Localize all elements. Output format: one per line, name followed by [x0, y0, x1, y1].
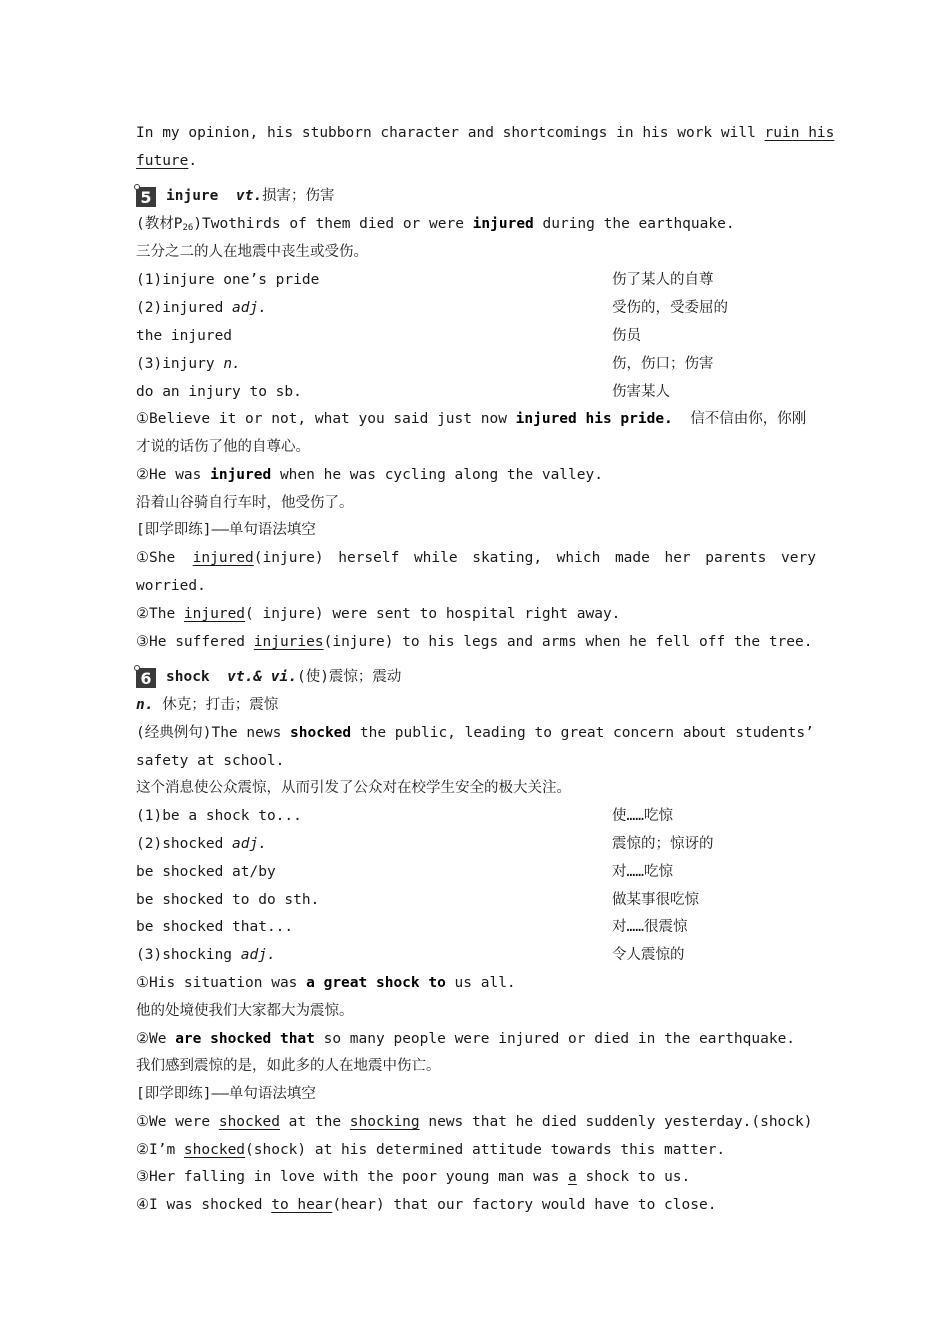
practice-title: [即学即练]——单句语法填空 — [136, 1086, 316, 1102]
part-of-speech: vt. — [235, 188, 263, 204]
intro-line-1: In my opinion, his stubborn character and shortcomings in his work will ruin his — [136, 125, 835, 141]
entry-5-sentence-1: ①Believe it or not, what you said just now injured his pride. 信不信由你，你刚 — [136, 411, 807, 427]
meaning: 损害；伤害 — [262, 188, 335, 204]
answer-underline: ruin his — [764, 125, 835, 141]
headword: shock — [166, 669, 210, 685]
phrase-row: (2)injured adj. 受伤的，受委屈的 — [136, 300, 728, 316]
answer-underline: injured — [192, 550, 254, 566]
entry-6-example-cont: safety at school. — [136, 753, 285, 769]
practice-item-4: ④I was shocked to hear(hear) that our factory would have to close. — [136, 1197, 717, 1213]
entry-5-heading — [136, 182, 816, 210]
answer-underline: injured — [183, 606, 246, 622]
practice-item-3: ③Her falling in love with the poor young man was a shock to us. — [136, 1169, 691, 1185]
phrase-row: be shocked that... 对……很震惊 — [136, 919, 688, 935]
entry-5-sentence-1-cont: 才说的话伤了他的自尊心。 — [136, 439, 310, 455]
answer-underline: shocking — [349, 1114, 420, 1130]
phrase-row: the injured 伤员 — [136, 328, 641, 344]
entry-6-example: (经典例句)The news shocked the public, leading to great concern about students’ — [136, 725, 814, 741]
entry-5-sentence-2: ②He was injured when he was cycling along the valley. — [136, 467, 603, 483]
phrase-row: be shocked to do sth. 做某事很吃惊 — [136, 892, 699, 908]
answer-underline: injuries — [253, 634, 324, 650]
phrase-row: (2)shocked adj. 震惊的；惊讶的 — [136, 836, 714, 852]
phrase-row: be shocked at/by 对……吃惊 — [136, 864, 673, 880]
headword: injure — [166, 188, 219, 204]
entry-6-sentence-1: ①His situation was a great shock to us all. — [136, 975, 516, 991]
entry-6-sentence-2: ②We are shocked that so many people were injured or died in the earthquake. — [136, 1031, 796, 1047]
answer-underline: future — [136, 153, 189, 169]
practice-item-2: ②I’m shocked(shock) at his determined attitude towards this matter. — [136, 1142, 726, 1158]
answer-underline: to hear — [271, 1197, 333, 1213]
answer-underline: shocked — [218, 1114, 280, 1130]
phrase-row: (1)injure one’s pride 伤了某人的自尊 — [136, 272, 714, 288]
answer-underline: a — [568, 1169, 577, 1185]
entry-6-example-translation: 这个消息使公众震惊，从而引发了公众对在校学生安全的极大关注。 — [136, 780, 571, 796]
meaning: (使)震惊；震动 — [296, 669, 402, 685]
entry-6-sentence-1-translation: 他的处境使我们大家都大为震惊。 — [136, 1003, 354, 1019]
practice-item-1: ①We were shocked at the shocking news that he died suddenly yesterday.(shock) — [136, 1114, 813, 1130]
practice-item-3: ③He suffered injuries(injure) to his legs and arms when he fell off the tree. — [136, 634, 813, 650]
phrase-row: (3)injury n. 伤，伤口；伤害 — [136, 356, 714, 372]
part-of-speech: vt.& vi. — [227, 669, 297, 685]
practice-item-1-cont: worried. — [136, 578, 206, 594]
practice-item-1: ①She injured(injure) herself while skating, which made her parents very — [136, 550, 816, 566]
entry-6-heading-noun: n. 休克；打击；震惊 — [136, 697, 279, 713]
entry-5-sentence-2-translation: 沿着山谷骑自行车时，他受伤了。 — [136, 495, 354, 511]
practice-title: [即学即练]——单句语法填空 — [136, 522, 316, 538]
entry-6-heading — [136, 663, 816, 691]
entry-number-badge: 5 — [136, 187, 156, 207]
entry-5-example: (教材$P_{26})Twothirds$ of them died or were injured during the earthquake. — [136, 216, 735, 233]
phrase-row: do an injury to sb. 伤害某人 — [136, 384, 670, 400]
practice-item-2: ②The injured( injure) were sent to hospital right away. — [136, 606, 621, 622]
entry-number-badge: 6 — [136, 668, 156, 688]
entry-5-example-translation: 三分之二的人在地震中丧生或受伤。 — [136, 244, 368, 260]
intro-line-2: future. — [136, 153, 198, 169]
answer-underline: shocked — [183, 1142, 246, 1158]
entry-6-sentence-2-translation: 我们感到震惊的是，如此多的人在地震中伤亡。 — [136, 1058, 441, 1074]
phrase-row: (3)shocking adj. 令人震惊的 — [136, 947, 685, 963]
phrase-row: (1)be a shock to... 使……吃惊 — [136, 808, 673, 824]
